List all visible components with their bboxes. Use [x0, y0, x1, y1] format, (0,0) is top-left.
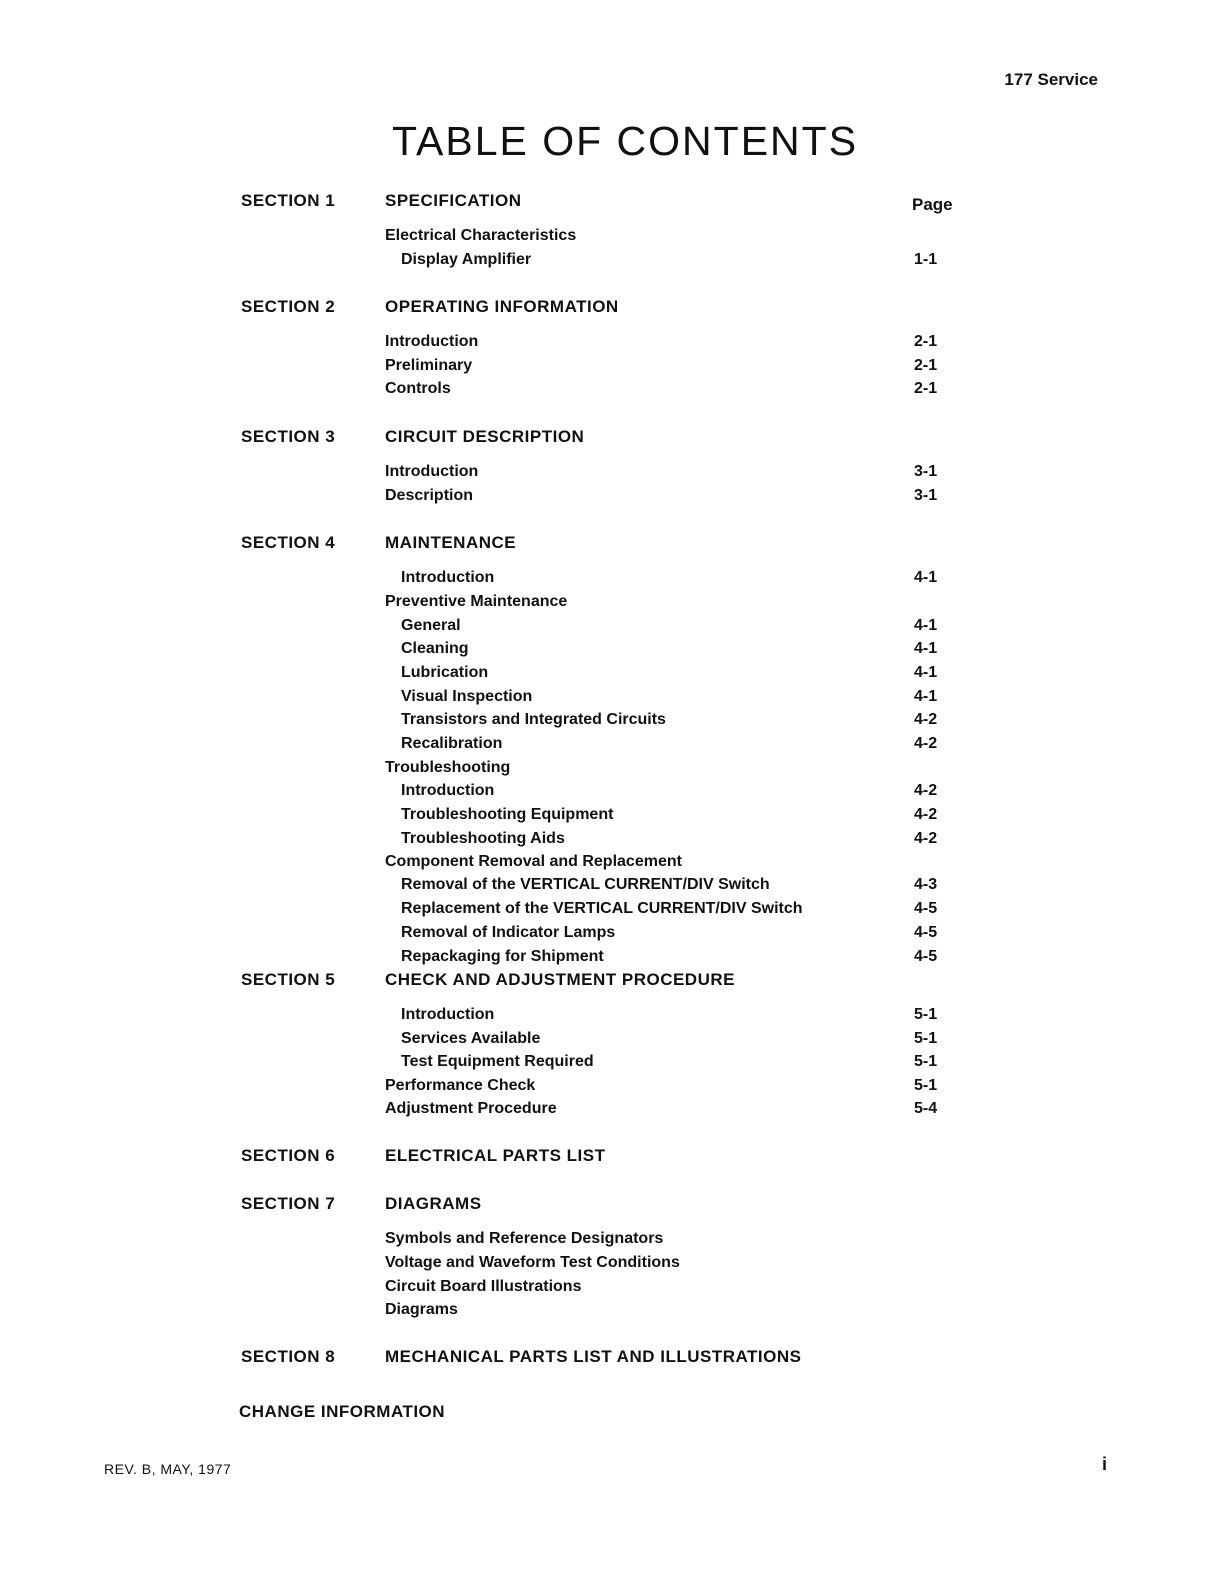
- toc-entry: Performance Check: [385, 1077, 536, 1094]
- section-label: SECTION 4: [241, 533, 336, 552]
- page-number: i: [1102, 1454, 1108, 1474]
- toc-entry: Recalibration: [401, 735, 503, 752]
- toc-page-number: 5-1: [914, 1077, 938, 1094]
- toc-page-number: 2-1: [914, 357, 938, 374]
- toc-page-number: 4-2: [914, 806, 938, 823]
- toc-entry: Introduction: [385, 333, 479, 350]
- toc-page-number: 4-3: [914, 876, 938, 893]
- page-title: TABLE OF CONTENTS: [392, 118, 859, 164]
- toc-page-number: 4-2: [914, 711, 938, 728]
- toc-entry: Removal of Indicator Lamps: [401, 924, 616, 941]
- section-label: SECTION 5: [241, 970, 336, 989]
- toc-page-number: 2-1: [914, 380, 938, 397]
- toc-entry: Troubleshooting: [385, 759, 511, 776]
- toc-entry: Lubrication: [401, 664, 489, 681]
- toc-entry: Symbols and Reference Designators: [385, 1230, 664, 1247]
- toc-page-number: 4-2: [914, 735, 938, 752]
- toc-entry: Services Available: [401, 1030, 541, 1047]
- toc-page-number: 4-1: [914, 688, 938, 705]
- toc-entry: Introduction: [401, 782, 495, 799]
- toc-page-number: 3-1: [914, 487, 938, 504]
- toc-page-number: 5-1: [914, 1006, 938, 1023]
- revision-note: REV. B, MAY, 1977: [104, 1461, 232, 1477]
- section-title: MECHANICAL PARTS LIST AND ILLUSTRATIONS: [385, 1347, 802, 1366]
- toc-page-number: 2-1: [914, 333, 938, 350]
- toc-entry: Introduction: [401, 1006, 495, 1023]
- toc-page-number: 4-1: [914, 640, 938, 657]
- toc-entry: Display Amplifier: [401, 251, 532, 268]
- section-title: MAINTENANCE: [385, 533, 517, 552]
- toc-entry: Adjustment Procedure: [385, 1100, 557, 1117]
- toc-entry: Preliminary: [385, 357, 473, 374]
- section-title: SPECIFICATION: [385, 191, 522, 210]
- manual-name: 177 Service: [1004, 70, 1098, 89]
- page-column-heading: Page: [912, 195, 953, 214]
- toc-page-number: 4-2: [914, 830, 938, 847]
- section-label: SECTION 8: [241, 1347, 336, 1366]
- toc-entry: Controls: [385, 380, 451, 397]
- toc-entry: Diagrams: [385, 1301, 458, 1318]
- toc-entry: Voltage and Waveform Test Conditions: [385, 1254, 680, 1271]
- toc-entry: Replacement of the VERTICAL CURRENT/DIV Switch: [401, 900, 803, 917]
- section-title: OPERATING INFORMATION: [385, 297, 619, 316]
- section-title: CHECK AND ADJUSTMENT PROCEDURE: [385, 970, 735, 989]
- toc-entry: Introduction: [385, 463, 479, 480]
- section-label: SECTION 3: [241, 427, 336, 446]
- toc-entry: Circuit Board Illustrations: [385, 1278, 582, 1295]
- toc-page-number: 5-1: [914, 1030, 938, 1047]
- section-label: SECTION 6: [241, 1146, 336, 1165]
- section-label: SECTION 2: [241, 297, 336, 316]
- change-information-heading: CHANGE INFORMATION: [239, 1402, 446, 1421]
- toc-page-number: 5-4: [914, 1100, 938, 1117]
- toc-page-number: 4-5: [914, 924, 938, 941]
- section-title: CIRCUIT DESCRIPTION: [385, 427, 585, 446]
- toc-page-number: 5-1: [914, 1053, 938, 1070]
- toc-entry: Introduction: [401, 569, 495, 586]
- toc-entry: Electrical Characteristics: [385, 227, 577, 244]
- toc-entry: Removal of the VERTICAL CURRENT/DIV Switch: [401, 876, 770, 893]
- toc-entry: Cleaning: [401, 640, 469, 657]
- toc-page-number: 4-5: [914, 948, 938, 965]
- section-label: SECTION 7: [241, 1194, 336, 1213]
- toc-entry: Transistors and Integrated Circuits: [401, 711, 666, 728]
- toc-page-number: 4-1: [914, 664, 938, 681]
- toc-page-number: 4-1: [914, 569, 938, 586]
- toc-entry: Repackaging for Shipment: [401, 948, 604, 965]
- toc-page-number: 4-2: [914, 782, 938, 799]
- toc-entry: Visual Inspection: [401, 688, 533, 705]
- toc-entry: Description: [385, 487, 474, 504]
- toc-page-number: 4-5: [914, 900, 938, 917]
- toc-entry: Preventive Maintenance: [385, 593, 568, 610]
- toc-entry: General: [401, 617, 461, 634]
- section-label: SECTION 1: [241, 191, 336, 210]
- toc-page-number: 4-1: [914, 617, 938, 634]
- section-title: DIAGRAMS: [385, 1194, 482, 1213]
- toc-entry: Component Removal and Replacement: [385, 853, 682, 870]
- toc-page-number: 3-1: [914, 463, 938, 480]
- section-title: ELECTRICAL PARTS LIST: [385, 1146, 606, 1165]
- toc-entry: Test Equipment Required: [401, 1053, 594, 1070]
- toc-entry: Troubleshooting Aids: [401, 830, 565, 847]
- toc-page-number: 1-1: [914, 251, 938, 268]
- toc-entry: Troubleshooting Equipment: [401, 806, 614, 823]
